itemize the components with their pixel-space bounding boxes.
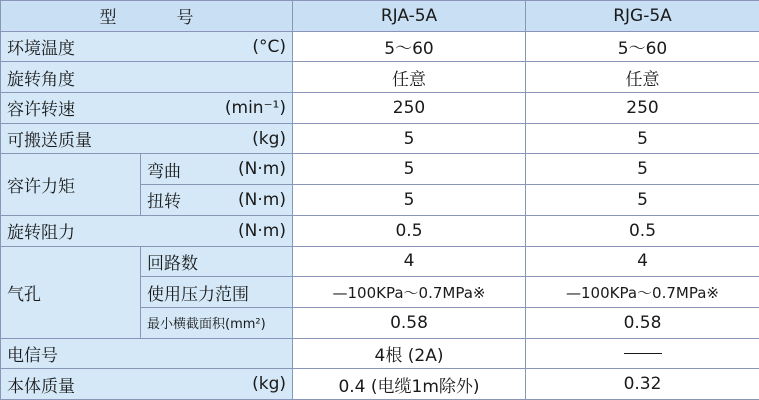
value-mass-rja: 0.4 (电缆1m除外)	[293, 369, 526, 400]
label-cell-twist	[141, 185, 293, 216]
label-cell-payload	[1, 123, 293, 154]
label-air: 气孔	[1, 246, 141, 338]
value-temp-rja: 5～60	[293, 31, 526, 62]
row-allowable-speed	[1, 93, 759, 124]
label-cell-temp	[1, 31, 293, 62]
label-rotation: 旋转角度	[1, 62, 293, 93]
row-moment-bend	[1, 154, 759, 185]
value-area-rjg: 0.58	[526, 307, 759, 338]
row-rotation-resistance	[1, 215, 759, 246]
value-bend-rja: 5	[293, 154, 526, 185]
value-twist-rjg: 5	[526, 185, 759, 216]
label-cell-speed	[1, 93, 293, 124]
header-col-rja: RJA-5A	[293, 1, 526, 32]
unit-speed: (min⁻¹)	[224, 97, 286, 118]
value-speed-rja: 250	[293, 93, 526, 124]
value-circuits-rjg: 4	[526, 246, 759, 277]
label-cell-bend	[141, 154, 293, 185]
unit-payload: (kg)	[252, 128, 286, 149]
not-applicable-dash	[624, 353, 662, 354]
value-speed-rjg: 250	[526, 93, 759, 124]
label-speed: 容许转速	[7, 100, 75, 121]
row-rotation-angle	[1, 62, 759, 93]
unit-bend: (N·m)	[238, 159, 286, 180]
unit-resistance: (N·m)	[238, 220, 286, 241]
header-model-char-2: 号	[176, 8, 194, 29]
unit-temp: (°C)	[252, 36, 286, 57]
header-row	[1, 1, 759, 32]
label-resistance: 旋转阻力	[7, 223, 75, 244]
unit-twist: (N·m)	[238, 189, 286, 210]
label-signal: 电信号	[1, 338, 293, 369]
label-area: 最小横截面积(mm²)	[141, 307, 293, 338]
value-rotation-rja: 任意	[293, 62, 526, 93]
label-mass: 本体质量	[7, 376, 75, 397]
value-signal-rjg	[526, 338, 759, 369]
unit-mass: (kg)	[252, 374, 286, 395]
label-cell-mass	[1, 369, 293, 400]
value-twist-rja: 5	[293, 185, 526, 216]
value-area-rja: 0.58	[293, 307, 526, 338]
row-electric-signal	[1, 338, 759, 369]
value-pressure-rjg: —100KPa～0.7MPa※	[526, 277, 759, 308]
value-signal-rja: 4根 (2A)	[293, 338, 526, 369]
label-pressure: 使用压力范围	[141, 277, 293, 308]
value-resistance-rja: 0.5	[293, 215, 526, 246]
value-payload-rjg: 5	[526, 123, 759, 154]
value-mass-rjg: 0.32	[526, 369, 759, 400]
header-model-char-1: 型	[99, 8, 117, 29]
label-temp: 环境温度	[7, 39, 75, 60]
label-bend: 弯曲	[147, 161, 181, 182]
row-ambient-temperature	[1, 31, 759, 62]
row-payload	[1, 123, 759, 154]
label-cell-resistance	[1, 215, 293, 246]
row-air-circuits	[1, 246, 759, 277]
value-temp-rjg: 5～60	[526, 31, 759, 62]
row-body-mass	[1, 369, 759, 400]
label-twist: 扭转	[147, 192, 181, 213]
value-resistance-rjg: 0.5	[526, 215, 759, 246]
label-circuits: 回路数	[141, 246, 293, 277]
header-col-rjg: RJG-5A	[526, 1, 759, 32]
value-bend-rjg: 5	[526, 154, 759, 185]
value-rotation-rjg: 任意	[526, 62, 759, 93]
value-payload-rja: 5	[293, 123, 526, 154]
label-payload: 可搬送质量	[7, 131, 92, 152]
label-moment: 容许力矩	[1, 154, 141, 215]
value-circuits-rja: 4	[293, 246, 526, 277]
header-model-cell	[1, 1, 293, 32]
value-pressure-rja: —100KPa～0.7MPa※	[293, 277, 526, 308]
